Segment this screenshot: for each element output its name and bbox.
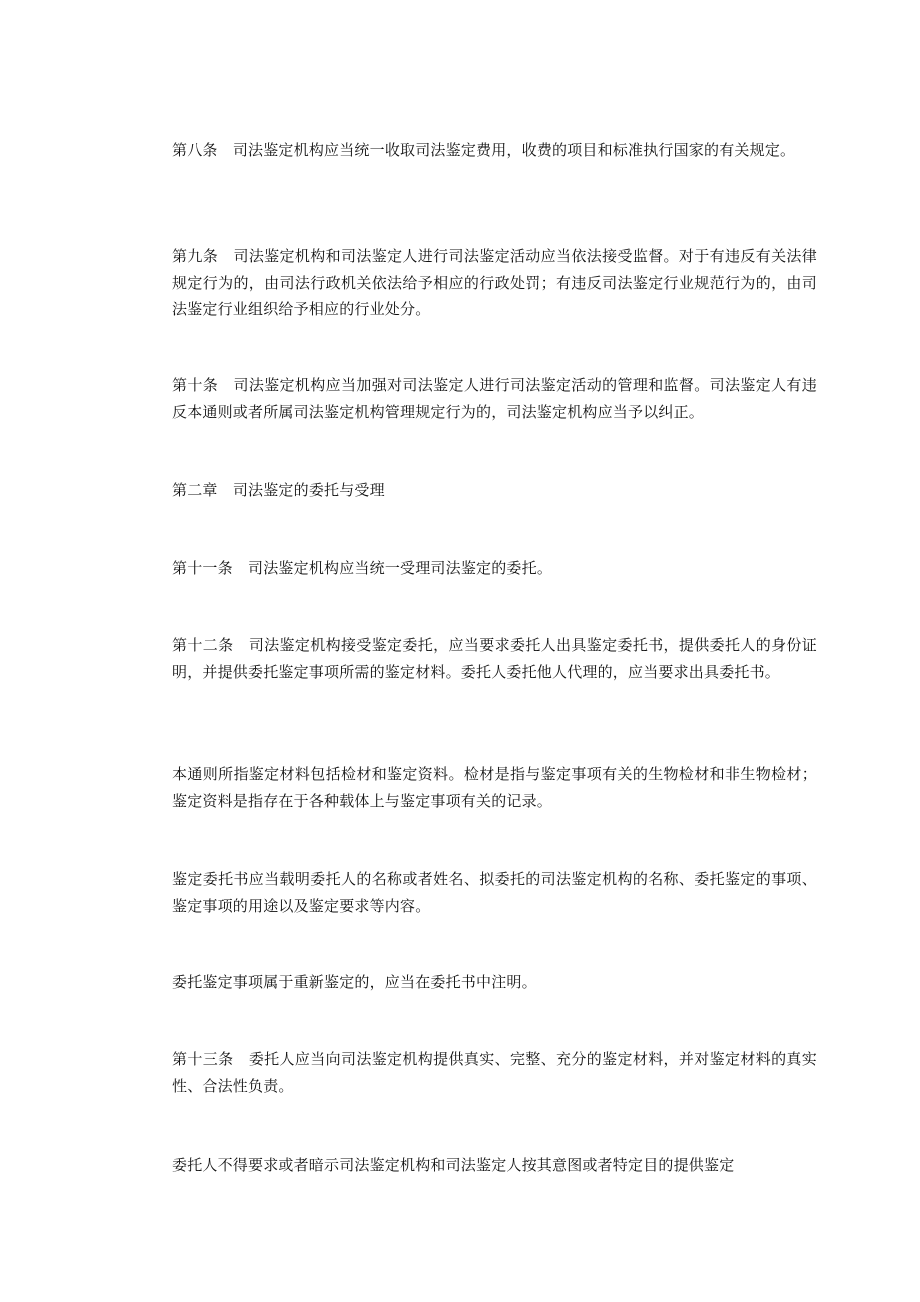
materials-definition-paragraph: [140, 761, 817, 814]
chapter-2-heading: [140, 477, 817, 504]
article-label: 第十一条: [172, 559, 233, 577]
paragraph-text: 鉴定委托书应当载明委托人的名称或者姓名、拟委托的司法鉴定机构的名称、委托鉴定的事项、鉴定事项的用途以及鉴定要求等内容。: [172, 870, 817, 915]
article-text: 司法鉴定机构应当加强对司法鉴定人进行司法鉴定活动的管理和监督。司法鉴定人有违反本通则或者所属司法鉴定机构管理规定行为的，司法鉴定机构应当予以纠正。: [172, 376, 817, 421]
article-label: 第十条: [172, 376, 219, 394]
article-8-paragraph: [140, 137, 817, 164]
paragraph-text: 委托鉴定事项属于重新鉴定的，应当在委托书中注明。: [172, 973, 537, 991]
article-text: 委托人应当向司法鉴定机构提供真实、完整、充分的鉴定材料，并对鉴定材料的真实性、合法性负责。: [172, 1050, 817, 1095]
article-text: 司法鉴定机构应当统一受理司法鉴定的委托。: [248, 559, 553, 577]
article-10-paragraph: [140, 372, 817, 425]
article-12-paragraph: [140, 632, 817, 685]
article-13-paragraph: [140, 1046, 817, 1099]
article-label: 第十三条: [172, 1050, 234, 1068]
article-label: 第九条: [172, 247, 219, 265]
commission-letter-paragraph: [140, 866, 817, 919]
chapter-label: 第二章: [172, 481, 218, 499]
client-obligation-paragraph: [140, 1152, 817, 1179]
article-label: 第八条: [172, 141, 218, 159]
article-11-paragraph: [140, 555, 817, 582]
article-label: 第十二条: [172, 636, 234, 654]
article-text: 司法鉴定机构应当统一收取司法鉴定费用，收费的项目和标准执行国家的有关规定。: [232, 141, 796, 159]
article-9-paragraph: [140, 243, 817, 323]
chapter-title: 司法鉴定的委托与受理: [232, 481, 385, 499]
paragraph-text: 本通则所指鉴定材料包括检材和鉴定资料。检材是指与鉴定事项有关的生物检材和非生物检材；鉴定资料是指存在于各种载体上与鉴定事项有关的记录。: [172, 765, 817, 810]
paragraph-text: 委托人不得要求或者暗示司法鉴定机构和司法鉴定人按其意图或者特定目的提供鉴定: [172, 1156, 735, 1174]
article-text: 司法鉴定机构接受鉴定委托，应当要求委托人出具鉴定委托书，提供委托人的身份证明，并提供委托鉴定事项所需的鉴定材料。委托人委托他人代理的，应当要求出具委托书。: [172, 636, 817, 681]
article-text: 司法鉴定机构和司法鉴定人进行司法鉴定活动应当依法接受监督。对于有违反有关法律规定行为的，由司法行政机关依法给予相应的行政处罚；有违反司法鉴定行业规范行为的，由司法鉴定行业组织给予相应的行业处分。: [172, 247, 817, 318]
reappraisal-note-paragraph: [140, 969, 817, 996]
